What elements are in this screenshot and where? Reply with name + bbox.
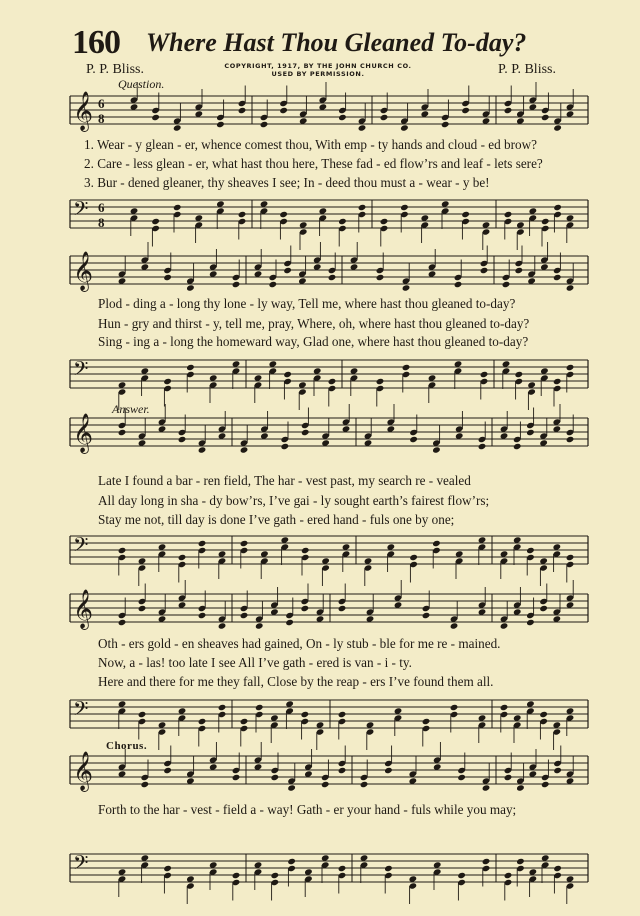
treble-clef: 𝄞 bbox=[73, 251, 94, 291]
notehead bbox=[285, 619, 294, 626]
notehead bbox=[240, 612, 249, 619]
notehead bbox=[338, 767, 347, 774]
notehead bbox=[553, 274, 562, 281]
notehead bbox=[283, 267, 292, 274]
treble-clef: 𝄞 bbox=[73, 751, 94, 791]
notehead bbox=[301, 605, 310, 612]
notehead bbox=[301, 547, 310, 554]
notehead bbox=[526, 547, 535, 554]
notehead bbox=[422, 612, 431, 619]
bass-clef: 𝄢 bbox=[73, 197, 89, 225]
notehead bbox=[457, 872, 466, 879]
hymn-number: 160 bbox=[72, 24, 120, 61]
copyright-notice bbox=[216, 62, 420, 78]
notehead bbox=[515, 371, 524, 378]
answer-label: Answer. bbox=[112, 402, 150, 416]
lyric-line: Late I found a bar - ren field, The har - vest past, my search re - vealed bbox=[98, 473, 471, 488]
notehead bbox=[566, 436, 575, 443]
notehead bbox=[173, 124, 182, 131]
lyric-line: Here and there for me they fall, Close by the reap - ers I’ve found them all. bbox=[98, 674, 494, 689]
notehead bbox=[173, 204, 182, 211]
notehead bbox=[553, 124, 562, 131]
notehead bbox=[526, 619, 535, 626]
notehead bbox=[301, 429, 310, 436]
notehead bbox=[118, 619, 127, 626]
notehead bbox=[198, 540, 207, 547]
lyric-line: Stay me not, till day is done I’ve gath - ered hand - fuls one by one; bbox=[98, 512, 455, 527]
notehead bbox=[441, 121, 450, 128]
treble-clef: 𝄞 bbox=[73, 91, 94, 131]
notehead bbox=[432, 446, 441, 453]
notehead bbox=[240, 446, 249, 453]
notehead bbox=[539, 711, 548, 718]
notehead bbox=[118, 547, 127, 554]
notehead bbox=[380, 114, 389, 121]
notehead bbox=[553, 204, 562, 211]
notehead bbox=[138, 711, 147, 718]
notehead bbox=[279, 107, 288, 114]
notehead bbox=[271, 774, 280, 781]
author-left: P. P. Bliss. bbox=[86, 62, 144, 77]
hymn-title: Where Hast Thou Gleaned To-day? bbox=[146, 28, 527, 57]
notehead bbox=[271, 872, 280, 879]
notehead bbox=[218, 622, 227, 629]
bass-clef: 𝄢 bbox=[73, 357, 89, 385]
notehead bbox=[400, 124, 409, 131]
notehead bbox=[321, 781, 330, 788]
notehead bbox=[198, 718, 207, 725]
notehead bbox=[500, 622, 509, 629]
notehead bbox=[238, 107, 247, 114]
lyric-line: Now, a - las! too late I see All I’ve gath - ered is van - i - ty. bbox=[98, 655, 412, 670]
notehead bbox=[358, 204, 367, 211]
notehead bbox=[504, 774, 513, 781]
author-right: P. P. Bliss. bbox=[498, 62, 556, 77]
notehead bbox=[526, 429, 535, 436]
notehead bbox=[279, 211, 288, 218]
notehead bbox=[553, 767, 562, 774]
notehead bbox=[461, 211, 470, 218]
lyric-line: 1. Wear - y glean - er, whence comest thou, With emp - ty hands and cloud - ed brow? bbox=[84, 137, 537, 152]
notehead bbox=[151, 114, 160, 121]
notehead bbox=[163, 865, 172, 872]
notehead bbox=[338, 114, 347, 121]
notehead bbox=[151, 218, 160, 225]
notehead bbox=[478, 443, 487, 450]
notehead bbox=[480, 267, 489, 274]
notehead bbox=[504, 211, 513, 218]
notehead bbox=[500, 704, 509, 711]
notehead bbox=[255, 622, 264, 629]
time-signature-top: 6 bbox=[98, 200, 105, 215]
lyric-line: Sing - ing a - long the homeward way, Glad one, where hast thou gleaned to-day? bbox=[98, 334, 529, 349]
notehead bbox=[400, 204, 409, 211]
notehead bbox=[409, 436, 418, 443]
lyric-line: 3. Bur - dened gleaner, thy sheaves I see; In - deed thou must a - wear - y be! bbox=[84, 175, 490, 190]
notehead bbox=[380, 218, 389, 225]
notehead bbox=[402, 284, 411, 291]
notehead bbox=[541, 781, 550, 788]
notehead bbox=[553, 865, 562, 872]
lyric-line: Forth to the har - vest - field a - way! Gath - er your hand - fuls while you may; bbox=[98, 802, 517, 817]
question-mark-label: Question. bbox=[118, 77, 165, 91]
notehead bbox=[163, 767, 172, 774]
notehead bbox=[260, 121, 269, 128]
notehead bbox=[504, 107, 513, 114]
lyric-line: Hun - gry and thirst - y, tell me, pray, Where, oh, where hast thou gleaned to-day? bbox=[98, 316, 530, 331]
lyric-line: All day long in sha - dy bow’rs, I’ve gai - ly sought earth’s fairest flow’rs; bbox=[98, 493, 490, 508]
time-signature-bottom: 8 bbox=[98, 111, 105, 126]
notehead bbox=[541, 218, 550, 225]
notehead bbox=[566, 364, 575, 371]
notehead bbox=[255, 704, 264, 711]
lyric-line: 2. Care - less glean - er, what hast thou here, These fad - ed flow’rs and leaf - lets sere? bbox=[84, 156, 543, 171]
bass-clef: 𝄢 bbox=[73, 533, 89, 561]
time-signature-top: 6 bbox=[98, 96, 105, 111]
notehead bbox=[539, 605, 548, 612]
notehead bbox=[232, 774, 241, 781]
notehead bbox=[283, 371, 292, 378]
notehead bbox=[178, 554, 187, 561]
notehead bbox=[338, 865, 347, 872]
notehead bbox=[376, 274, 385, 281]
notehead bbox=[163, 378, 172, 385]
notehead bbox=[269, 281, 278, 288]
notehead bbox=[422, 718, 431, 725]
bass-clef: 𝄢 bbox=[73, 851, 89, 879]
notehead bbox=[409, 554, 418, 561]
notehead bbox=[178, 436, 187, 443]
notehead bbox=[513, 443, 522, 450]
notehead bbox=[301, 711, 310, 718]
notehead bbox=[504, 872, 513, 879]
notehead bbox=[566, 554, 575, 561]
notehead bbox=[376, 378, 385, 385]
notehead bbox=[338, 218, 347, 225]
notehead bbox=[240, 718, 249, 725]
notehead bbox=[281, 443, 290, 450]
lyric-line: Plod - ding a - long thy lone - ly way, Tell me, where hast thou gleaned to-day? bbox=[98, 296, 516, 311]
notehead bbox=[515, 267, 524, 274]
treble-clef: 𝄞 bbox=[73, 413, 94, 453]
notehead bbox=[328, 274, 337, 281]
notehead bbox=[141, 781, 150, 788]
notehead bbox=[198, 612, 207, 619]
copyright-line-2: USED BY PERMISSION. bbox=[271, 70, 365, 78]
notehead bbox=[516, 784, 525, 791]
notehead bbox=[461, 107, 470, 114]
treble-clef: 𝄞 bbox=[73, 589, 94, 629]
notehead bbox=[384, 865, 393, 872]
notehead bbox=[482, 858, 491, 865]
notehead bbox=[482, 784, 491, 791]
notehead bbox=[450, 704, 459, 711]
notehead bbox=[516, 858, 525, 865]
notehead bbox=[186, 284, 195, 291]
notehead bbox=[358, 124, 367, 131]
notehead bbox=[338, 711, 347, 718]
notehead bbox=[541, 114, 550, 121]
notehead bbox=[360, 781, 369, 788]
notehead bbox=[502, 281, 511, 288]
notehead bbox=[566, 284, 575, 291]
notehead bbox=[432, 540, 441, 547]
notehead bbox=[118, 429, 127, 436]
notehead bbox=[218, 704, 227, 711]
notehead bbox=[198, 446, 207, 453]
notehead bbox=[480, 371, 489, 378]
notehead bbox=[287, 784, 296, 791]
notehead bbox=[402, 364, 411, 371]
notehead bbox=[163, 274, 172, 281]
notehead bbox=[287, 858, 296, 865]
notehead bbox=[138, 605, 147, 612]
notehead bbox=[232, 872, 241, 879]
notehead bbox=[338, 605, 347, 612]
notehead bbox=[232, 281, 241, 288]
copyright-line-1: COPYRIGHT, 1917, BY THE JOHN CHURCH CO. bbox=[224, 62, 412, 70]
notehead bbox=[216, 121, 225, 128]
notehead bbox=[384, 767, 393, 774]
chorus-label: Chorus. bbox=[106, 740, 148, 752]
notehead bbox=[328, 378, 337, 385]
notehead bbox=[186, 364, 195, 371]
notehead bbox=[454, 281, 463, 288]
lyric-line: Oth - ers gold - en sheaves had gained, On - ly stub - ble for me re - mained. bbox=[98, 636, 501, 651]
notehead bbox=[240, 540, 249, 547]
notehead bbox=[450, 622, 459, 629]
bass-clef: 𝄢 bbox=[73, 697, 89, 725]
notehead bbox=[238, 211, 247, 218]
notehead bbox=[553, 378, 562, 385]
notehead bbox=[457, 774, 466, 781]
time-signature-bottom: 8 bbox=[98, 215, 105, 230]
